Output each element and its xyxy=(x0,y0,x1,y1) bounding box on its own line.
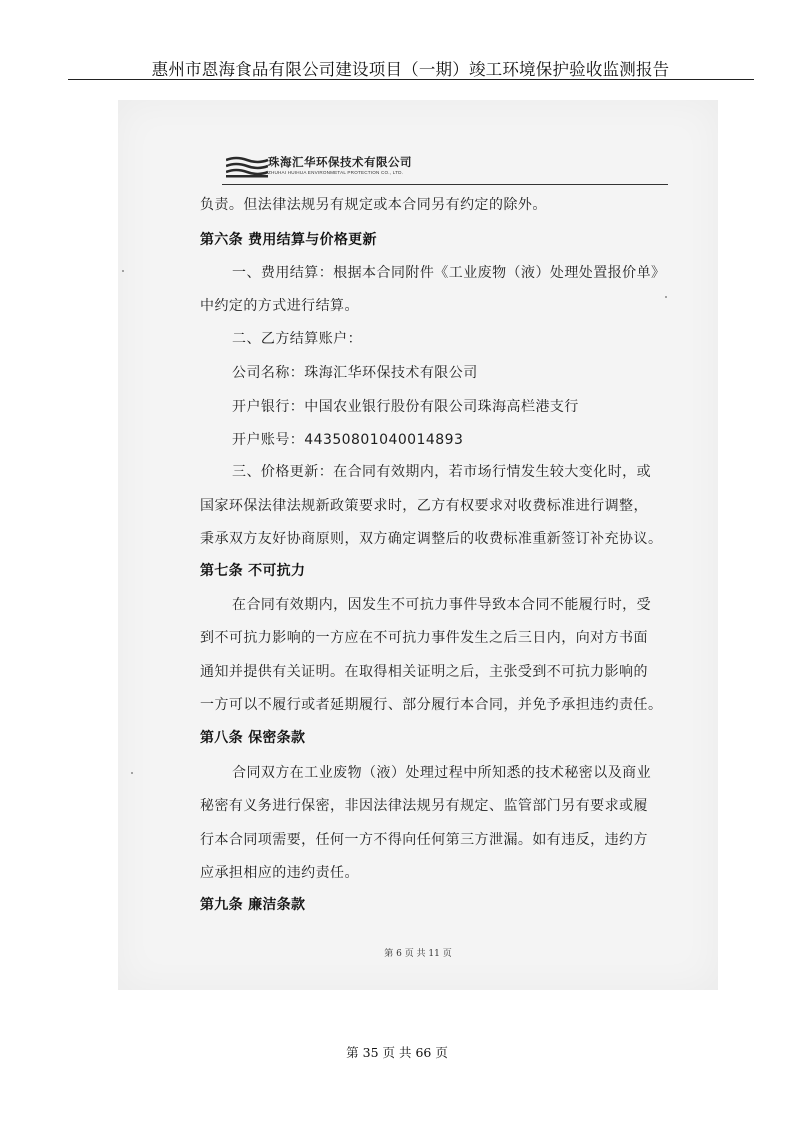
contract-text-line: 秘密有义务进行保密，非因法律法规另有规定、监管部门另有要求或履 xyxy=(200,798,648,814)
company-logo-english: ZHUHAI HUIHUA ENVIRONMETAL PROTECTION CO., LTD. xyxy=(268,170,404,175)
contract-text-line: 开户账号：44350801040014893 xyxy=(232,432,464,448)
report-header-title: 惠州市恩海食品有限公司建设项目（一期）竣工环境保护验收监测报告 xyxy=(151,60,670,79)
scan-speck xyxy=(131,772,133,774)
section-heading: 第六条 费用结算与价格更新 xyxy=(200,232,377,248)
section-heading: 第七条 不可抗力 xyxy=(200,563,306,579)
contract-page-number: 第 6 页 共 11 页 xyxy=(384,949,452,959)
contract-text-line: 在合同有效期内，因发生不可抗力事件导致本合同不能履行时，受 xyxy=(232,597,652,613)
logo-divider xyxy=(222,184,668,185)
contract-text-line: 到不可抗力影响的一方应在不可抗力事件发生之后三日内，向对方书面 xyxy=(200,630,648,646)
scan-speck xyxy=(122,270,124,272)
scan-speck xyxy=(665,296,667,298)
section-heading: 第九条 廉洁条款 xyxy=(200,897,306,913)
contract-text-line: 三、价格更新：在合同有效期内，若市场行情发生较大变化时，或 xyxy=(232,464,652,480)
contract-text-line: 开户银行：中国农业银行股份有限公司珠海高栏港支行 xyxy=(232,399,579,415)
contract-text-line: 国家环保法律法规新政策要求时，乙方有权要求对收费标准进行调整， xyxy=(200,498,648,514)
contract-text-line: 负责。但法律法规另有规定或本合同另有约定的除外。 xyxy=(200,197,547,213)
company-logo-icon xyxy=(226,156,268,178)
contract-text-line: 一、费用结算：根据本合同附件《工业废物（液）处理处置报价单》 xyxy=(232,265,666,281)
contract-text-line: 秉承双方友好协商原则，双方确定调整后的收费标准重新签订补充协议。 xyxy=(200,531,663,547)
contract-text-line: 一方可以不履行或者延期履行、部分履行本合同，并免予承担违约责任。 xyxy=(200,697,663,713)
contract-text-line: 中约定的方式进行结算。 xyxy=(200,298,359,314)
contract-text-line: 合同双方在工业废物（液）处理过程中所知悉的技术秘密以及商业 xyxy=(232,765,652,781)
scanned-contract-page xyxy=(118,100,718,990)
contract-text-line: 行本合同项需要，任何一方不得向任何第三方泄漏。如有违反，违约方 xyxy=(200,832,648,848)
contract-text-line: 二、乙方结算账户： xyxy=(232,331,363,347)
contract-text-line: 通知并提供有关证明。在取得相关证明之后，主张受到不可抗力影响的 xyxy=(200,664,648,680)
section-heading: 第八条 保密条款 xyxy=(200,730,306,746)
contract-text-line: 应承担相应的违约责任。 xyxy=(200,865,359,881)
contract-text-line: 公司名称：珠海汇华环保技术有限公司 xyxy=(232,365,478,381)
report-page-footer: 第 35 页 共 66 页 xyxy=(346,1045,448,1060)
company-logo-name: 珠海汇华环保技术有限公司 xyxy=(268,155,412,169)
header-divider xyxy=(68,79,754,80)
